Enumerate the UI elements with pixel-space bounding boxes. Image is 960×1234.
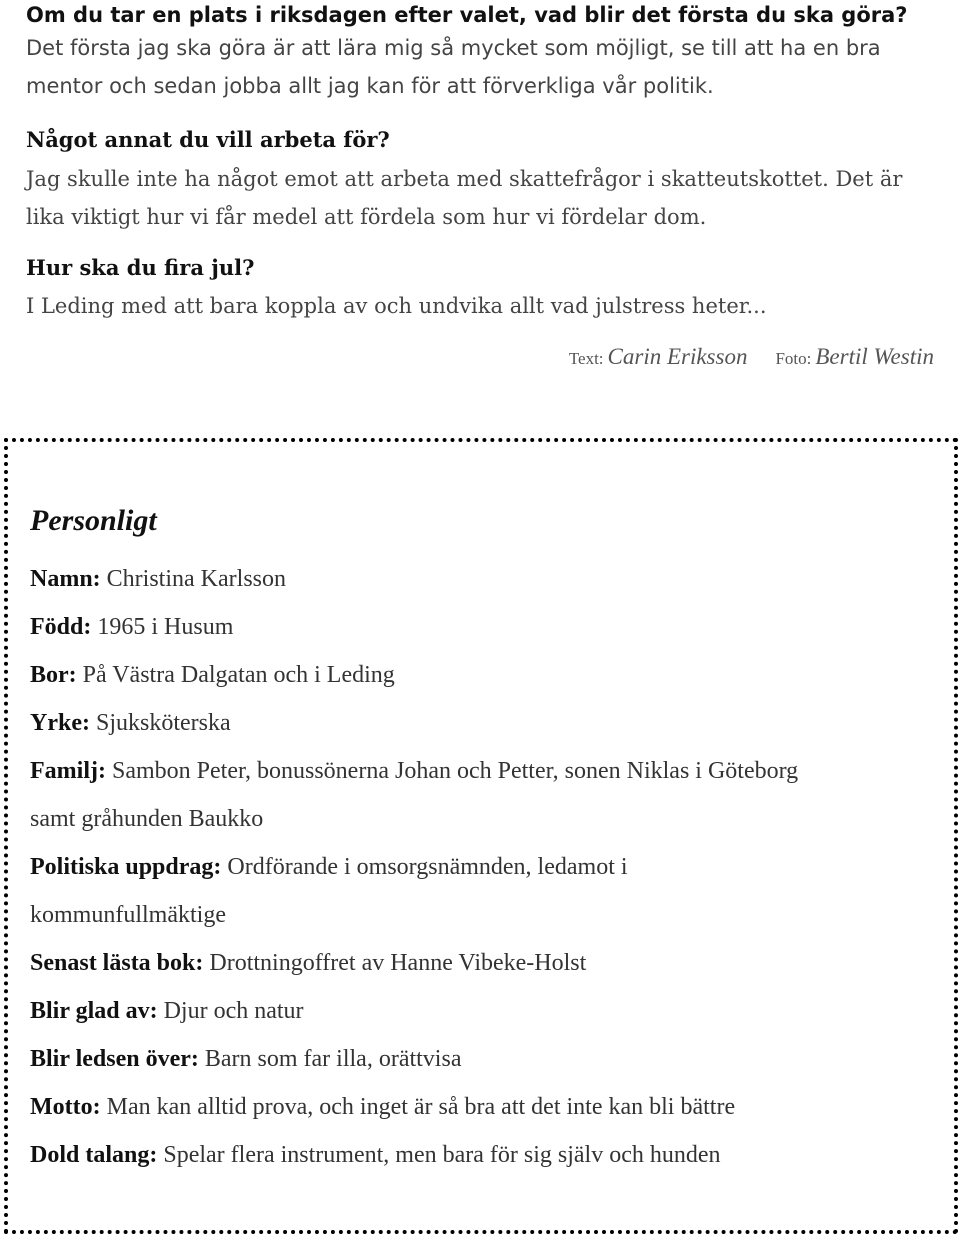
answer-other-work: [26, 160, 902, 236]
fact-lives: Bor: På Västra Dalgatan och i Leding: [30, 662, 395, 688]
fact-political-roles-cont: kommunfullmäktige: [30, 902, 226, 928]
photo-credit-label: Foto:: [775, 349, 812, 368]
fact-political-roles: Politiska uppdrag: Ordförande i omsorgsnämnden, ledamot i: [30, 854, 628, 880]
fact-happy-about: Blir glad av: Djur och natur: [30, 998, 304, 1024]
answer-line: Jag skulle inte ha något emot att arbeta med skattefrågor i skatteutskottet. Det är: [26, 167, 903, 191]
answer-line: lika viktigt hur vi får medel att fördela som hur vi fördelar dom.: [26, 205, 707, 229]
text-credit-label: Text:: [568, 349, 604, 368]
answer-first-action: [26, 29, 881, 105]
fact-family-cont: samt gråhunden Baukko: [30, 806, 264, 832]
fact-hidden-talent: Dold talang: Spelar flera instrument, men bara för sig själv och hunden: [30, 1142, 721, 1168]
question-first-action: Om du tar en plats i riksdagen efter valet, vad blir det första du ska göra?: [26, 3, 908, 27]
fact-born: Född: 1965 i Husum: [30, 614, 234, 640]
text-credit-name: Carin Eriksson: [607, 344, 748, 369]
fact-profession: Yrke: Sjuksköterska: [30, 710, 231, 736]
answer-line: Det första jag ska göra är att lära mig så mycket som möjligt, se till att ha en bra: [26, 36, 881, 60]
answer-line: mentor och sedan jobba allt jag kan för att förverkliga vår politik.: [26, 74, 714, 98]
question-other-work: Något annat du vill arbeta för?: [26, 127, 390, 152]
personal-facts-list: [30, 555, 950, 1179]
byline: [569, 344, 934, 370]
personal-facts-box: [4, 438, 958, 1234]
fact-motto: Motto: Man kan alltid prova, och inget är så bra att det inte kan bli bättre: [30, 1094, 736, 1120]
fact-family: Familj: Sambon Peter, bonussönerna Johan och Petter, sonen Niklas i Göteborg: [30, 758, 799, 784]
personal-facts-title: Personligt: [30, 504, 157, 537]
answer-christmas: I Leding med att bara koppla av och undvika allt vad julstress heter...: [26, 294, 767, 318]
fact-sad-about: Blir ledsen över: Barn som far illa, orättvisa: [30, 1046, 462, 1072]
question-christmas: Hur ska du fira jul?: [26, 255, 255, 280]
photo-credit-name: Bertil Westin: [815, 344, 934, 369]
fact-name: Namn: Christina Karlsson: [30, 566, 286, 592]
fact-last-book: Senast lästa bok: Drottningoffret av Hanne Vibeke-Holst: [30, 950, 587, 976]
